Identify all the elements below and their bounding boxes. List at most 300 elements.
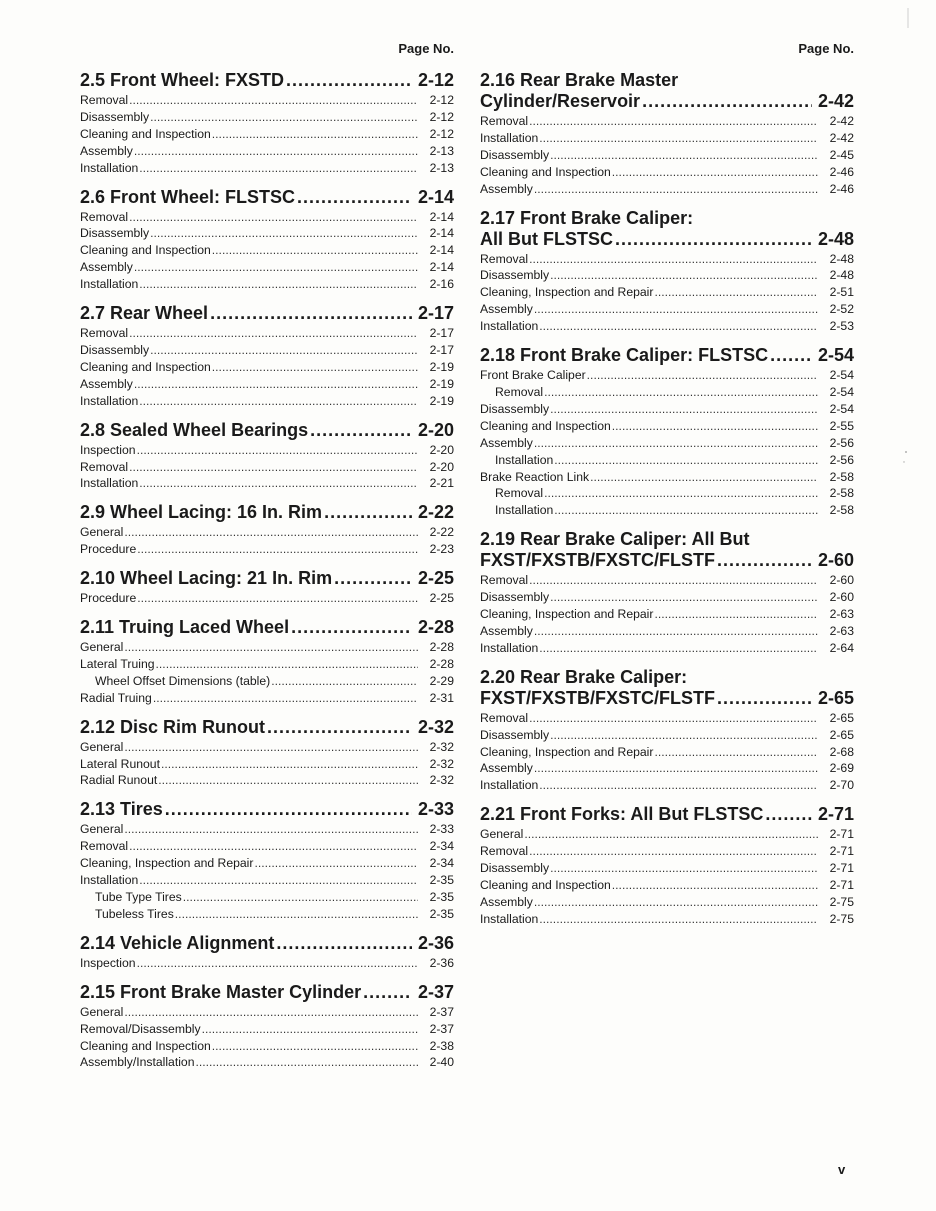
dot-leader: [137, 590, 418, 607]
dot-leader: [124, 821, 418, 838]
section-page-number: 2-71: [817, 804, 854, 825]
toc-entry: [80, 143, 454, 160]
toc-section: [80, 303, 454, 410]
toc-entry: [80, 855, 454, 872]
dot-leader: [124, 739, 418, 756]
dot-leader: [137, 442, 418, 459]
dot-leader: [139, 872, 418, 889]
section-page-number: 2-22: [417, 502, 454, 523]
scan-dot: [903, 461, 904, 462]
toc-entry: [480, 181, 854, 198]
toc-entry: [80, 442, 454, 459]
entry-page-number: 2-35: [429, 906, 454, 921]
entry-label: Cleaning and Inspection: [80, 126, 211, 141]
entry-label: Radial Runout: [80, 773, 158, 788]
toc-section: [80, 70, 454, 177]
toc-entry: [80, 955, 454, 972]
dot-leader: [124, 524, 418, 541]
dot-leader: [291, 617, 412, 638]
dot-leader: [529, 572, 818, 589]
dot-leader: [161, 756, 418, 773]
entry-page-number: 2-14: [429, 226, 454, 241]
dot-leader: [534, 181, 818, 198]
entry-label: Inspection: [80, 442, 136, 457]
dot-leader: [139, 276, 418, 293]
entry-page-number: 2-71: [829, 878, 854, 892]
toc-subentry: [80, 889, 454, 906]
section-heading-line: 2.20 Rear Brake Caliper:: [480, 666, 688, 687]
entry-page-number: 2-14: [429, 209, 454, 224]
section-heading: [480, 667, 854, 709]
toc-entry: [80, 772, 454, 789]
section-title: 2.8 Sealed Wheel Bearings: [80, 419, 309, 440]
entry-page-number: 2-20: [429, 459, 454, 474]
toc-section: [80, 420, 454, 493]
entry-label: Installation: [480, 778, 539, 793]
dot-leader: [529, 843, 818, 860]
entry-label: Disassembly: [480, 727, 550, 742]
section-title: All But FLSTSC: [480, 228, 613, 249]
dot-leader: [363, 982, 412, 1003]
toc-entry: [480, 130, 854, 147]
entry-label: Removal: [480, 710, 529, 725]
entry-page-number: 2-46: [829, 164, 854, 179]
entry-label: Cleaning, Inspection and Repair: [480, 285, 654, 300]
toc-sections: [480, 70, 854, 928]
dot-leader: [134, 376, 418, 393]
entry-label: Disassembly: [480, 590, 550, 605]
entry-page-number: 2-16: [429, 277, 454, 292]
toc-entry: [80, 126, 454, 143]
entry-label: Radial Truing: [80, 690, 152, 705]
dot-leader: [550, 267, 818, 284]
toc-entry: [80, 541, 454, 558]
entry-page-number: 2-54: [829, 368, 854, 383]
dot-leader: [267, 717, 412, 738]
entry-label: Removal: [80, 839, 129, 854]
section-title: 2.9 Wheel Lacing: 16 In. Rim: [80, 502, 323, 523]
dot-leader: [139, 393, 418, 410]
entry-label: Assembly: [480, 894, 533, 909]
entry-label: Removal/Disassembly: [80, 1021, 201, 1036]
entry-page-number: 2-21: [429, 476, 454, 491]
entry-label: Assembly: [480, 181, 533, 196]
toc-entry: [480, 435, 854, 452]
section-heading-line: 2.19 Rear Brake Caliper: All But: [480, 529, 750, 550]
toc-entry: [80, 475, 454, 492]
dot-leader: [137, 541, 418, 558]
entry-page-number: 2-37: [429, 1004, 454, 1019]
toc-subentry: [480, 384, 854, 401]
toc-entry: [80, 160, 454, 177]
dot-leader: [615, 229, 812, 250]
dot-leader: [654, 284, 818, 301]
section-page-number: 2-36: [417, 932, 454, 953]
dot-leader: [642, 91, 812, 112]
entry-page-number: 2-12: [429, 93, 454, 107]
toc-entry: [480, 572, 854, 589]
section-title: Cylinder/Reservoir: [480, 91, 641, 111]
dot-leader: [254, 855, 418, 872]
dot-leader: [286, 70, 412, 91]
entry-page-number: 2-63: [829, 607, 854, 622]
toc-entry: [80, 1038, 454, 1055]
entry-label: Cleaning and Inspection: [480, 418, 611, 433]
entry-label: Assembly: [80, 143, 133, 158]
dot-leader: [544, 485, 818, 502]
entry-page-number: 2-33: [429, 822, 454, 837]
toc-section: [80, 187, 454, 294]
toc-entry: [480, 318, 854, 335]
dot-leader: [550, 147, 818, 164]
entry-label: General: [80, 640, 124, 655]
entry-label: General: [80, 739, 124, 754]
toc-entry: [80, 209, 454, 226]
dot-leader: [153, 690, 418, 707]
section-page-number: 2-17: [417, 303, 454, 324]
section-heading: [80, 568, 454, 589]
dot-leader: [654, 606, 818, 623]
dot-leader: [124, 1004, 418, 1021]
section-page-number: 2-28: [417, 617, 454, 638]
dot-leader: [770, 345, 812, 366]
entry-label: Assembly: [80, 260, 133, 275]
dot-leader: [139, 475, 418, 492]
entry-page-number: 2-52: [829, 302, 854, 317]
entry-label: Installation: [80, 277, 139, 292]
section-title: 2.14 Vehicle Alignment: [80, 932, 275, 953]
toc-entry: [80, 376, 454, 393]
toc-entry: [80, 656, 454, 673]
entry-label: Cleaning, Inspection and Repair: [480, 607, 654, 622]
entry-page-number: 2-75: [829, 911, 854, 926]
page-no-header: Page No.: [398, 41, 454, 56]
dot-leader: [297, 187, 412, 208]
toc-entry: [480, 826, 854, 843]
toc-entry: [80, 109, 454, 126]
entry-page-number: 2-63: [829, 623, 854, 638]
toc-subentry: [480, 452, 854, 469]
entry-label: Wheel Offset Dimensions (table): [95, 673, 271, 688]
entry-page-number: 2-68: [829, 744, 854, 759]
entry-page-number: 2-60: [829, 573, 854, 588]
entry-label: Installation: [495, 503, 554, 518]
toc-section: [480, 208, 854, 336]
entry-label: Installation: [480, 319, 539, 334]
entry-label: Installation: [480, 130, 539, 145]
entry-page-number: 2-42: [829, 130, 854, 145]
toc-entry: [480, 113, 854, 130]
toc-entry: [480, 894, 854, 911]
toc-section: [480, 345, 854, 519]
toc-entry: [80, 1054, 454, 1071]
dot-leader: [334, 568, 412, 589]
entry-label: Brake Reaction Link: [480, 469, 590, 484]
entry-page-number: 2-17: [429, 326, 454, 341]
toc-entry: [480, 843, 854, 860]
toc-right-column: [480, 40, 854, 938]
entry-page-number: 2-12: [429, 126, 454, 141]
entry-page-number: 2-71: [829, 861, 854, 876]
dot-leader: [554, 452, 818, 469]
entry-label: Disassembly: [480, 147, 550, 162]
toc-section: [80, 799, 454, 922]
entry-label: Inspection: [80, 955, 136, 970]
section-page-number: 2-37: [417, 981, 454, 1002]
section-heading: [80, 933, 454, 954]
toc-entry: [480, 860, 854, 877]
section-title: 2.10 Wheel Lacing: 21 In. Rim: [80, 568, 333, 589]
toc-section: [80, 502, 454, 558]
toc-entry: [480, 640, 854, 657]
toc-entry: [80, 872, 454, 889]
entry-page-number: 2-55: [829, 418, 854, 433]
dot-leader: [150, 109, 418, 126]
dot-leader: [129, 92, 418, 109]
dot-leader: [150, 225, 418, 242]
entry-label: Removal: [480, 114, 529, 128]
dot-leader: [550, 727, 818, 744]
section-heading-line: 2.16 Rear Brake Master: [480, 70, 679, 90]
dot-leader: [550, 401, 818, 418]
dot-leader: [175, 906, 418, 923]
toc-subentry: [480, 485, 854, 502]
toc-entry: [480, 744, 854, 761]
page-numeral: v: [838, 1162, 846, 1177]
section-heading: [80, 717, 454, 738]
section-title: 2.21 Front Forks: All But FLSTSC: [480, 804, 764, 825]
dot-leader: [539, 777, 818, 794]
section-title: 2.12 Disc Rim Runout: [80, 716, 266, 737]
toc-section: [80, 568, 454, 607]
toc-entry: [80, 639, 454, 656]
entry-page-number: 2-23: [429, 542, 454, 557]
toc-entry: [480, 301, 854, 318]
toc-entry: [80, 690, 454, 707]
entry-label: Removal: [480, 844, 529, 859]
dot-leader: [539, 911, 818, 928]
entry-page-number: 2-70: [829, 778, 854, 793]
toc-entry: [80, 524, 454, 541]
toc-entry: [480, 267, 854, 284]
dot-leader: [612, 164, 818, 181]
dot-leader: [587, 367, 818, 384]
dot-leader: [129, 325, 418, 342]
toc-entry: [480, 877, 854, 894]
toc-subentry: [480, 502, 854, 519]
entry-label: Cleaning, Inspection and Repair: [480, 744, 654, 759]
dot-leader: [324, 502, 412, 523]
dot-leader: [550, 860, 818, 877]
entry-label: Assembly: [480, 435, 533, 450]
entry-page-number: 2-71: [829, 844, 854, 859]
dot-leader: [539, 318, 818, 335]
section-page-number: 2-54: [817, 345, 854, 366]
toc-entry: [480, 401, 854, 418]
entry-page-number: 2-48: [829, 251, 854, 266]
toc-entry: [480, 727, 854, 744]
dot-leader: [212, 359, 418, 376]
entry-page-number: 2-40: [429, 1055, 454, 1070]
entry-page-number: 2-42: [829, 114, 854, 128]
dot-leader: [529, 710, 818, 727]
section-heading-line: [480, 688, 854, 709]
dot-leader: [134, 259, 418, 276]
toc-entry: [480, 606, 854, 623]
dot-leader: [534, 301, 818, 318]
toc-section: [80, 617, 454, 707]
entry-page-number: 2-51: [829, 285, 854, 300]
entry-page-number: 2-19: [429, 359, 454, 374]
entry-page-number: 2-13: [429, 143, 454, 158]
dot-leader: [129, 209, 418, 226]
entry-page-number: 2-58: [829, 503, 854, 518]
toc-entry: [480, 284, 854, 301]
page-no-header: Page No.: [798, 41, 854, 56]
section-heading-line: 2.17 Front Brake Caliper:: [480, 207, 694, 228]
section-title: 2.11 Truing Laced Wheel: [80, 617, 290, 638]
toc-entry: [80, 259, 454, 276]
toc-entry: [80, 739, 454, 756]
entry-label: Removal: [80, 209, 129, 224]
section-page-number: 2-65: [817, 687, 854, 708]
dot-leader: [539, 640, 818, 657]
toc-entry: [80, 242, 454, 259]
toc-entry: [480, 777, 854, 794]
dot-leader: [554, 502, 818, 519]
entry-label: General: [80, 822, 124, 837]
dot-leader: [539, 130, 818, 147]
toc-entry: [80, 359, 454, 376]
dot-leader: [195, 1054, 418, 1071]
entry-label: Disassembly: [80, 109, 150, 124]
section-heading: [480, 345, 854, 366]
entry-label: Tubeless Tires: [95, 906, 174, 921]
toc-entry: [480, 911, 854, 928]
entry-label: Assembly/Installation: [80, 1055, 195, 1070]
toc-entry: [80, 590, 454, 607]
entry-page-number: 2-60: [829, 590, 854, 605]
toc-entry: [80, 92, 454, 109]
dot-leader: [529, 113, 818, 130]
entry-page-number: 2-53: [829, 319, 854, 334]
entry-label: General: [480, 827, 524, 842]
dot-leader: [212, 242, 418, 259]
entry-page-number: 2-34: [429, 839, 454, 854]
entry-label: Installation: [480, 640, 539, 655]
section-heading: [80, 502, 454, 523]
dot-leader: [717, 550, 812, 571]
section-heading: [80, 420, 454, 441]
entry-label: Assembly: [80, 376, 133, 391]
entry-page-number: 2-58: [829, 486, 854, 501]
dot-leader: [156, 656, 418, 673]
toc-entry: [80, 1004, 454, 1021]
dot-leader: [529, 251, 818, 268]
toc-entry: [480, 760, 854, 777]
section-page-number: 2-42: [817, 91, 854, 111]
section-title: 2.18 Front Brake Caliper: FLSTSC: [480, 345, 769, 366]
entry-page-number: 2-28: [429, 656, 454, 671]
entry-label: Assembly: [480, 761, 533, 776]
dot-leader: [212, 1038, 418, 1055]
entry-page-number: 2-28: [429, 640, 454, 655]
toc-entry: [80, 393, 454, 410]
entry-label: Installation: [80, 160, 139, 175]
section-page-number: 2-48: [817, 228, 854, 249]
section-heading: [80, 187, 454, 208]
dot-leader: [150, 342, 418, 359]
dot-leader: [129, 838, 418, 855]
section-page-number: 2-60: [817, 550, 854, 571]
dot-leader: [550, 589, 818, 606]
dot-leader: [765, 804, 812, 825]
entry-page-number: 2-19: [429, 393, 454, 408]
entry-label: Cleaning and Inspection: [480, 164, 611, 179]
section-page-number: 2-33: [417, 799, 454, 820]
dot-leader: [534, 894, 818, 911]
entry-label: Cleaning and Inspection: [80, 359, 211, 374]
entry-label: Cleaning and Inspection: [80, 243, 211, 258]
section-page-number: 2-32: [417, 716, 454, 737]
entry-label: Assembly: [480, 302, 533, 317]
toc-section: [80, 717, 454, 790]
entry-page-number: 2-36: [429, 955, 454, 970]
dot-leader: [137, 955, 418, 972]
toc-entry: [480, 147, 854, 164]
dot-leader: [524, 826, 818, 843]
section-heading: [480, 804, 854, 825]
entry-label: Cleaning and Inspection: [480, 878, 611, 892]
dot-leader: [612, 418, 818, 435]
entry-label: Removal: [480, 573, 529, 588]
entry-label: Disassembly: [80, 226, 150, 241]
toc-entry: [80, 821, 454, 838]
section-title: 2.6 Front Wheel: FLSTSC: [80, 186, 296, 207]
entry-page-number: 2-58: [829, 469, 854, 484]
entry-page-number: 2-13: [429, 160, 454, 175]
dot-leader: [124, 639, 418, 656]
entry-page-number: 2-31: [429, 690, 454, 705]
section-page-number: 2-25: [417, 568, 454, 589]
dot-leader: [271, 673, 418, 690]
entry-label: Installation: [80, 873, 139, 888]
entry-page-number: 2-54: [829, 401, 854, 416]
entry-page-number: 2-65: [829, 710, 854, 725]
entry-label: Installation: [495, 452, 554, 467]
entry-page-number: 2-38: [429, 1038, 454, 1053]
section-heading: [480, 70, 854, 112]
entry-page-number: 2-14: [429, 260, 454, 275]
dot-leader: [544, 384, 818, 401]
entry-page-number: 2-14: [429, 243, 454, 258]
dot-leader: [590, 469, 818, 486]
entry-label: Removal: [495, 486, 544, 501]
toc-sections: [80, 70, 454, 1071]
toc-entry: [80, 838, 454, 855]
entry-label: Lateral Runout: [80, 756, 160, 771]
dot-leader: [534, 760, 818, 777]
entry-label: Front Brake Caliper: [480, 368, 586, 383]
section-heading-line: [480, 229, 854, 250]
dot-leader: [717, 688, 812, 709]
toc-entry: [480, 418, 854, 435]
entry-label: Assembly: [480, 623, 533, 638]
dot-leader: [210, 303, 412, 324]
entry-label: Cleaning, Inspection and Repair: [80, 856, 254, 871]
toc-entry: [480, 623, 854, 640]
entry-label: Disassembly: [80, 342, 150, 357]
